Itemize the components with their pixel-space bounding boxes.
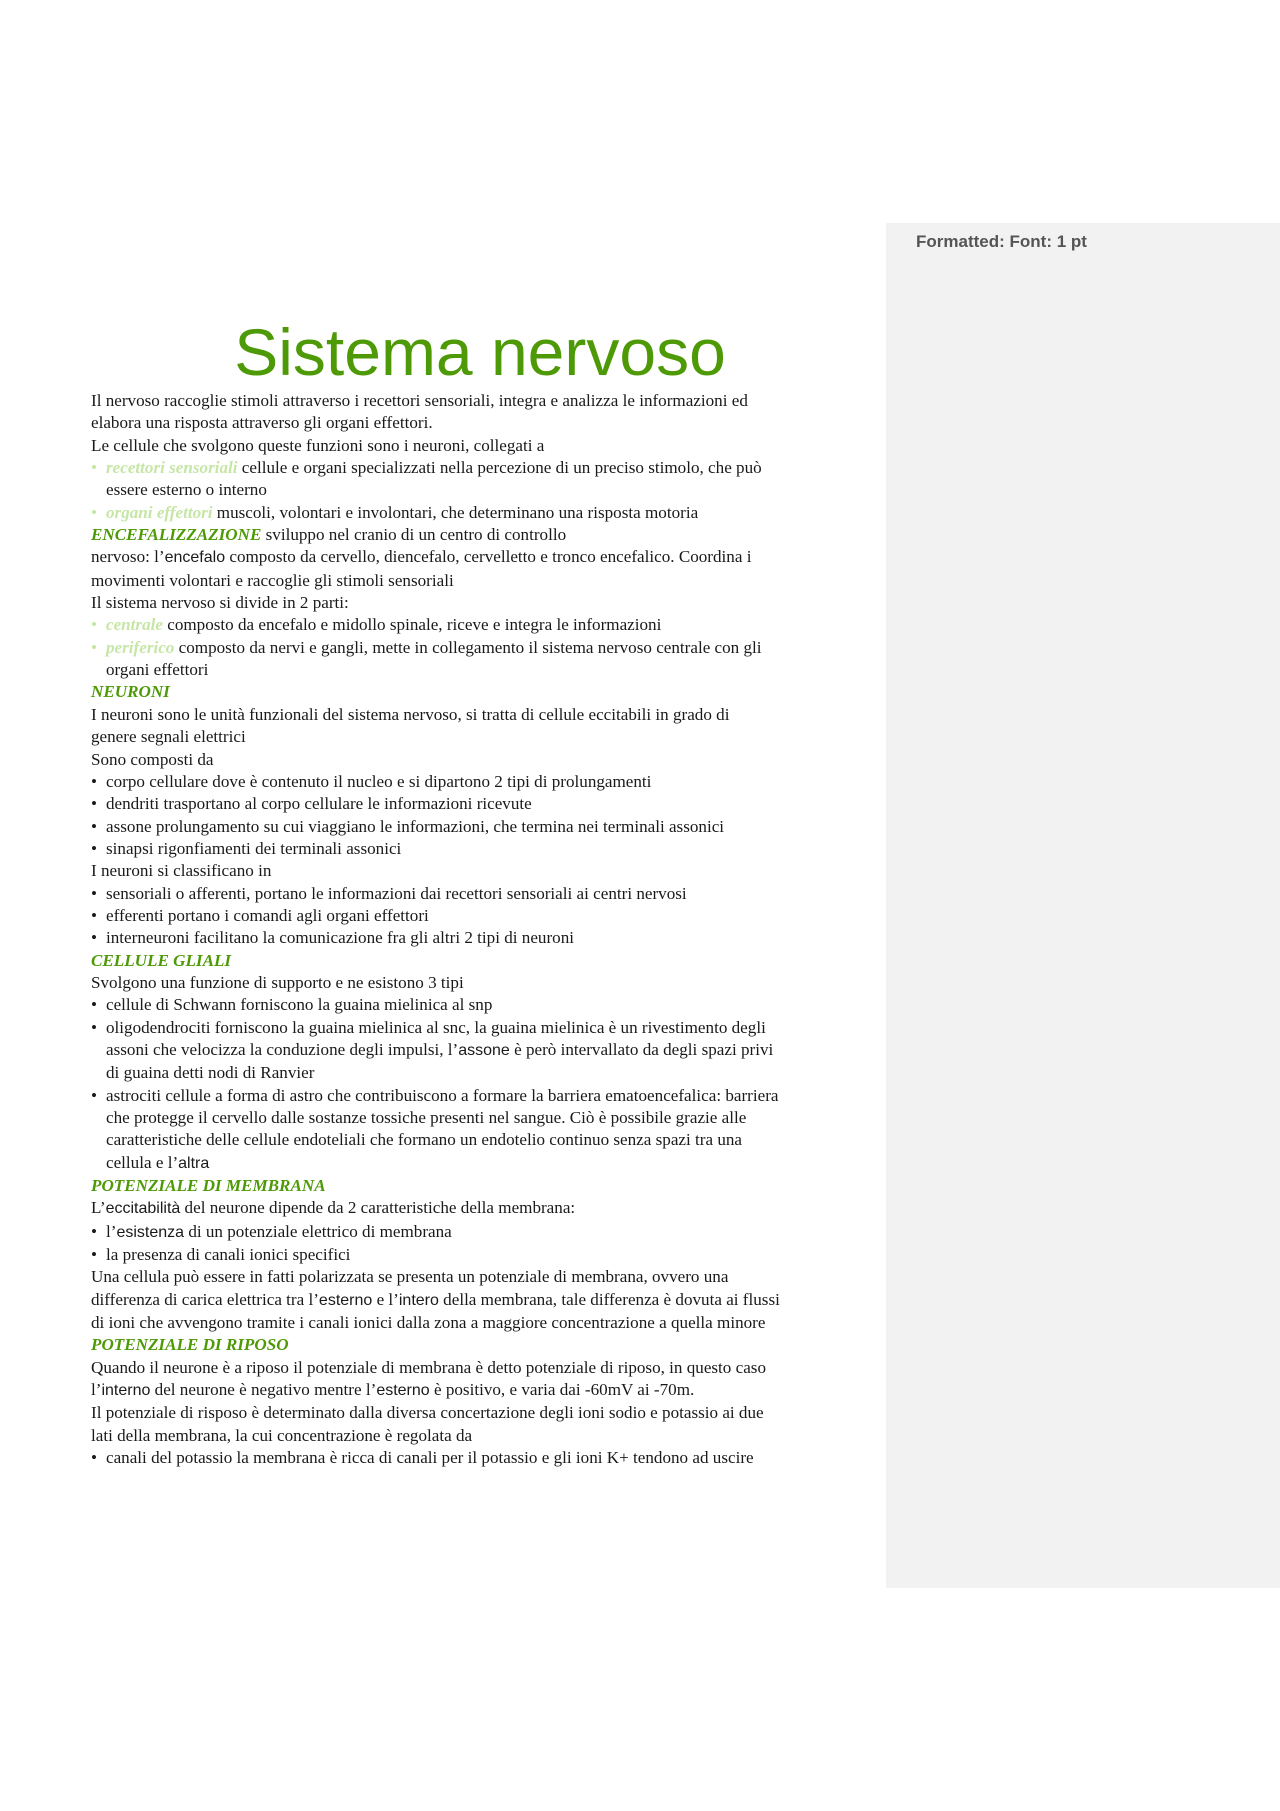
bullet-icon: •	[91, 838, 97, 858]
paragraph-text: e l’	[372, 1289, 399, 1309]
section-heading: CELLULE GLIALI	[91, 950, 232, 970]
bullet-icon: •	[91, 1245, 97, 1265]
list-item-text: l’	[106, 1221, 117, 1241]
paragraph-line: Il sistema nervoso si divide in 2 parti:	[91, 593, 349, 613]
list-item	[91, 1221, 881, 1244]
comment-pane-title: Formatted: Font: 1 pt	[916, 232, 1087, 251]
paragraph-line: Quando il neurone è a riposo il potenziale di membrana è detto potenziale di riposo, in questo caso	[91, 1357, 767, 1377]
list-item-text: canali del potassio la membrana è ricca di canali per il potassio e gli ioni K+ tendono ad uscire	[106, 1448, 754, 1468]
list-item	[91, 994, 881, 1016]
list-item-text: la presenza di canali ionici specifici	[106, 1245, 351, 1265]
bullet-icon: •	[91, 905, 97, 925]
list-item	[91, 838, 881, 860]
bullet-icon: •	[91, 1221, 97, 1241]
emphasized-word: esterno	[376, 1382, 430, 1400]
key-term: organi effettori	[106, 502, 213, 522]
paragraph-line: Svolgono una funzione di supporto e ne esistono 3 tipi	[91, 972, 464, 992]
paragraph-line: Il nervoso raccoglie stimoli attraverso i recettori sensoriali, integra e analizza le informazioni ed	[91, 391, 748, 410]
section-heading: POTENZIALE DI MEMBRANA	[91, 1176, 326, 1196]
key-term: recettori sensoriali	[106, 458, 238, 478]
bullet-icon: •	[91, 637, 97, 657]
list-item-text: oligodendrociti forniscono la guaina mielinica al snc, la guaina mielinica è un rivestimento degli	[106, 1017, 766, 1037]
emphasized-word: interno	[101, 1382, 151, 1400]
paragraph-line	[91, 1197, 881, 1220]
bullet-icon: •	[91, 816, 97, 836]
list-item	[91, 1244, 881, 1266]
list-item-text: astrociti cellule a forma di astro che contribuiscono a formare la barriera ematoencefalica: barriera	[106, 1085, 779, 1105]
bullet-icon: •	[91, 502, 97, 522]
list-item	[91, 1085, 881, 1107]
paragraph-line: elabora una risposta attraverso gli organi effettori.	[91, 413, 433, 433]
paragraph-line: Una cellula può essere in fatti polarizzata se presenta un potenziale di membrana, ovvero una	[91, 1267, 729, 1287]
list-item-text: muscoli, volontari e involontari, che determinano una risposta motoria	[212, 502, 699, 522]
list-item	[91, 927, 881, 949]
list-item-continuation	[91, 1039, 881, 1062]
bullet-icon: •	[91, 928, 97, 948]
list-item	[91, 457, 881, 479]
list-item	[91, 1017, 881, 1039]
section-heading: NEURONI	[91, 682, 170, 702]
key-term: centrale	[106, 615, 163, 635]
bullet-icon: •	[91, 615, 97, 635]
paragraph-line	[91, 524, 881, 546]
paragraph-line	[91, 1289, 881, 1312]
list-item	[91, 502, 881, 524]
list-item	[91, 637, 881, 659]
list-item-text: corpo cellulare dove è contenuto il nucleo e si dipartono 2 tipi di prolungamenti	[106, 771, 652, 791]
emphasized-word: intero	[398, 1291, 439, 1309]
paragraph-text: nervoso: l’	[91, 547, 165, 567]
paragraph-text: composto da cervello, diencefalo, cervelletto e tronco encefalico. Coordina i	[225, 547, 752, 567]
emphasized-word: eccitabilità	[105, 1200, 181, 1218]
list-item	[91, 816, 881, 838]
paragraph-line: Le cellule che svolgono queste funzioni sono i neuroni, collegati a	[91, 435, 545, 455]
paragraph-text: della membrana, tale differenza è dovuta ai flussi	[438, 1289, 780, 1309]
bullet-icon: •	[91, 458, 97, 478]
paragraph-line: I neuroni sono le unità funzionali del sistema nervoso, si tratta di cellule eccitabili in grado di	[91, 704, 730, 724]
bullet-icon: •	[91, 995, 97, 1015]
bullet-icon: •	[91, 771, 97, 791]
section-heading: ENCEFALIZZAZIONE	[91, 525, 262, 545]
list-item-text: composto da nervi e gangli, mette in collegamento il sistema nervoso centrale con gli	[174, 637, 762, 657]
list-item	[91, 614, 881, 636]
paragraph-line: movimenti volontari e raccoglie gli stimoli sensoriali	[91, 570, 454, 590]
paragraph-text: del neurone è negativo mentre l’	[150, 1380, 377, 1400]
bullet-icon: •	[91, 794, 97, 814]
list-item-continuation: organi effettori	[106, 660, 209, 680]
list-item-text: sinapsi rigonfiamenti dei terminali assonici	[106, 838, 402, 858]
emphasized-word: encefalo	[164, 549, 226, 567]
list-item-text: cellula e l’	[106, 1152, 179, 1172]
list-item-text: composto da encefalo e midollo spinale, riceve e integra le informazioni	[162, 615, 662, 635]
list-item	[91, 883, 881, 905]
list-item-text: assoni che velocizza la conduzione degli impulsi, l’	[106, 1039, 459, 1059]
bullet-icon: •	[91, 1017, 97, 1037]
section-heading: POTENZIALE DI RIPOSO	[91, 1335, 289, 1355]
paragraph-line: genere segnali elettrici	[91, 727, 246, 747]
paragraph-text: l’	[91, 1380, 102, 1400]
paragraph-line: di ioni che avvengono tramite i canali ionici dalla zona a maggiore concentrazione a quella minore	[91, 1313, 766, 1333]
emphasized-word: altra	[178, 1154, 210, 1172]
list-item-text: è però intervallato da degli spazi privi	[509, 1039, 774, 1059]
list-item-continuation: di guaina detti nodi di Ranvier	[106, 1063, 315, 1083]
list-item-text: cellule di Schwann forniscono la guaina mielinica al snp	[106, 995, 493, 1015]
list-item-text: di un potenziale elettrico di membrana	[184, 1221, 452, 1241]
list-item-text: cellule e organi specializzati nella percezione di un preciso stimolo, che può	[237, 458, 762, 478]
list-item-text: assone prolungamento su cui viaggiano le informazioni, che termina nei terminali assonici	[106, 816, 725, 836]
bullet-icon: •	[91, 1085, 97, 1105]
paragraph-line: Il potenziale di risposo è determinato dalla diversa concertazione degli ioni sodio e potassio ai due	[91, 1403, 764, 1423]
emphasized-word: esistenza	[116, 1223, 185, 1241]
list-item-text: sensoriali o afferenti, portano le informazioni dai recettori sensoriali ai centri nervosi	[106, 883, 687, 903]
list-item-continuation: che protegge il cervello dalle sostanze tossiche presenti nel sangue. Ciò è possibile grazie alle	[106, 1108, 747, 1127]
paragraph-line: I neuroni si classificano in	[91, 861, 272, 881]
list-item-continuation: essere esterno o interno	[106, 480, 267, 500]
paragraph-text: L’	[91, 1198, 106, 1218]
emphasized-word: esterno	[318, 1291, 373, 1309]
bullet-icon: •	[91, 883, 97, 903]
paragraph-line: Sono composti da	[91, 749, 214, 769]
document-title: Sistema nervoso	[234, 315, 726, 389]
list-item-continuation	[91, 1152, 881, 1175]
paragraph-line	[91, 1379, 881, 1402]
list-item-text: dendriti trasportano al corpo cellulare le informazioni ricevute	[106, 794, 532, 814]
list-item-text: interneuroni facilitano la comunicazione fra gli altri 2 tipi di neuroni	[106, 928, 575, 948]
paragraph-text: è positivo, e varia dai -60mV ai -70m.	[429, 1380, 695, 1400]
paragraph-text: sviluppo nel cranio di un centro di controllo	[261, 525, 567, 545]
bullet-icon: •	[91, 1448, 97, 1468]
paragraph-text: differenza di carica elettrica tra l’	[91, 1289, 319, 1309]
comment-pane	[886, 223, 1280, 1588]
list-item-text: efferenti portano i comandi agli organi effettori	[106, 905, 429, 925]
list-item-continuation: caratteristiche delle cellule endoteliali che formano un endotelio continuo senza spazi tra una	[106, 1130, 742, 1150]
document-body	[91, 390, 881, 1470]
emphasized-word: assone	[458, 1041, 510, 1059]
paragraph-line: lati della membrana, la cui concentrazione è regolata da	[91, 1425, 473, 1445]
list-item	[91, 905, 881, 927]
list-item	[91, 771, 881, 793]
list-item	[91, 793, 881, 815]
paragraph-line	[91, 546, 881, 569]
list-item	[91, 1447, 881, 1469]
key-term: periferico	[106, 637, 175, 657]
paragraph-text: del neurone dipende da 2 caratteristiche della membrana:	[180, 1198, 576, 1218]
